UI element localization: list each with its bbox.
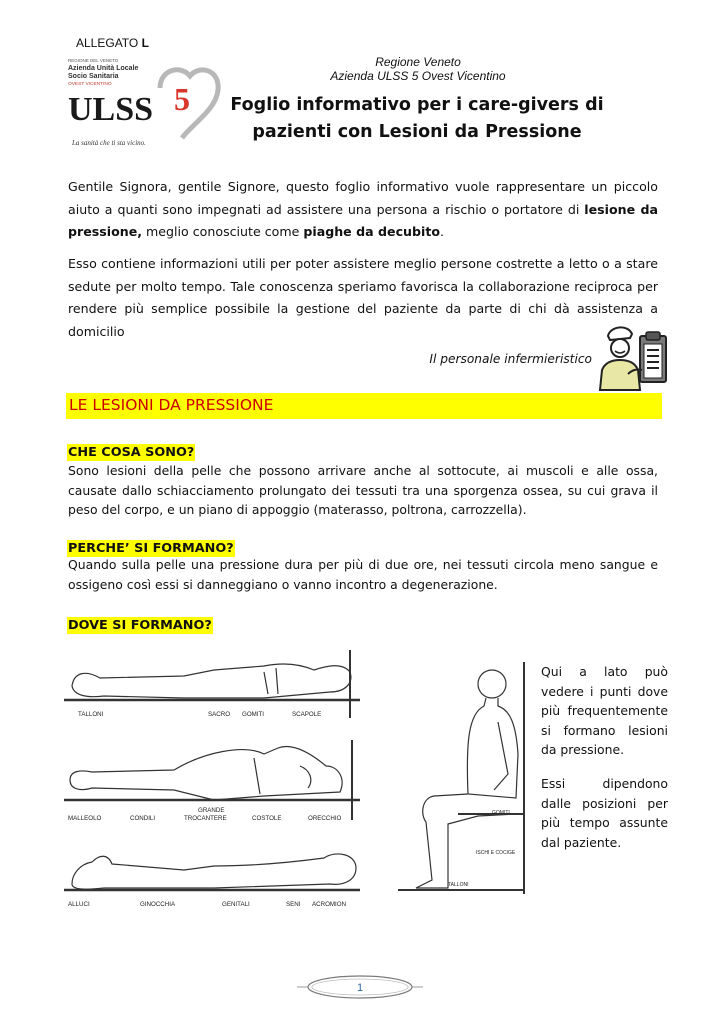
logo-number-text: 5 — [174, 81, 190, 117]
label-condili: CONDILI — [130, 815, 156, 822]
logo-azienda-text: Azienda Unità Locale — [68, 65, 139, 72]
intro-text-3: . — [440, 224, 445, 239]
sitting-figure — [398, 654, 532, 896]
side-paragraph-2: Essi dipendono dalle posizioni per più tempo assunte dal paziente. — [541, 776, 668, 850]
logo-ovest-text: OVEST VICENTINO — [68, 82, 112, 87]
page-title — [214, 92, 620, 146]
label-sacro: SACRO — [208, 711, 231, 718]
intro-bold-2: piaghe da decubito — [303, 224, 440, 239]
label-scapole: SCAPOLE — [292, 711, 322, 718]
section-heading-bar — [66, 393, 662, 419]
intro-text: Gentile Signora, gentile Signore, questo foglio informativo vuole rappresentare un piccolo aiuto a quanti sono impegnati ad assistere una persona a rischio o portatore di — [68, 179, 658, 217]
label-sit-talloni: TALLONI — [448, 882, 469, 888]
logo-brand-text: ULSS — [68, 91, 154, 128]
label-alluci: ALLUCI — [68, 901, 90, 908]
question-1-text: Sono lesioni della pelle che possono arrivare anche al sottocute, ai muscoli e alle ossa, causate dallo schiacciamento prolungato dei tessuti tra una sporgenza ossea, su cui grava il peso del corpo, e un piano di appoggio (materasso, poltrona, carrozzella). — [68, 463, 658, 517]
label-acromion: ACROMION — [312, 901, 347, 908]
label-costole: COSTOLE — [252, 815, 282, 822]
side-paragraph-1: Qui a lato può vedere i punti dove più frequentemente si formano lesioni da pressione. — [541, 664, 668, 757]
nurse-clipboard-icon — [598, 322, 670, 394]
ulss-logo — [64, 54, 224, 148]
intro-paragraph-1 — [68, 176, 658, 244]
label-ischi: ISCHI E COCIGE — [476, 850, 516, 856]
logo-socio-text: Socio Sanitaria — [68, 73, 119, 80]
question-2-heading: PERCHE’ SI FORMANO? — [68, 541, 234, 556]
label-sit-gomiti: GOMITI — [492, 810, 510, 816]
question-3-heading: DOVE SI FORMANO? — [68, 618, 212, 633]
label-genitali: GENITALI — [222, 901, 250, 908]
label-trocantere: TROCANTERE — [184, 815, 227, 822]
signature: Il personale infermieristico — [429, 352, 592, 366]
label-seni: SENI — [286, 901, 301, 908]
label-ginocchia: GINOCCHIA — [140, 901, 176, 908]
attachment-label: ALLEGATO L — [76, 36, 149, 50]
azienda-name: Azienda ULSS 5 Ovest Vicentino — [330, 69, 506, 83]
prone-figure — [64, 854, 360, 890]
page-number-badge — [297, 974, 423, 1000]
title-line-2: pazienti con Lesioni da Pressione — [252, 122, 582, 142]
logo-region-text: REGIONE DEL VENETO — [68, 58, 119, 63]
label-malleolo: MALLEOLO — [68, 815, 102, 822]
intro-text-2: meglio conosciute come — [142, 224, 304, 239]
label-orecchio: ORECCHIO — [308, 815, 342, 822]
intro-bold-1: lesione da pressione, — [68, 201, 658, 239]
pressure-points-figures — [64, 648, 360, 916]
label-gomiti: GOMITI — [242, 711, 264, 718]
question-1-heading: CHE COSA SONO? — [68, 445, 195, 460]
page-number: 1 — [356, 982, 364, 994]
section-title: LE LESIONI DA PRESSIONE — [69, 396, 274, 414]
supine-figure — [64, 650, 360, 718]
title-line-1: Foglio informativo per i care-givers di — [230, 95, 604, 115]
intro-paragraph-2: Esso contiene informazioni utili per poter assistere meglio persone costrette a letto o a stare sedute per molto tempo. Tale conoscenza speriamo favorisca la collaborazione reciproca per rendere più semplice possibile la gestione del paziente da parte di chi dà assistenza a domicilio — [68, 256, 658, 339]
label-talloni: TALLONI — [78, 711, 104, 718]
question-2-text: Quando sulla pelle una pressione dura per più di due ore, nei tessuti circola meno sangue e ossigeno così essi si danneggiano o vanno incontro a degenerazione. — [68, 557, 658, 592]
logo-tagline-text: La sanità che ti sta vicino. — [72, 139, 146, 147]
label-grande: GRANDE — [198, 807, 225, 814]
region-name: Regione Veneto — [375, 55, 461, 69]
